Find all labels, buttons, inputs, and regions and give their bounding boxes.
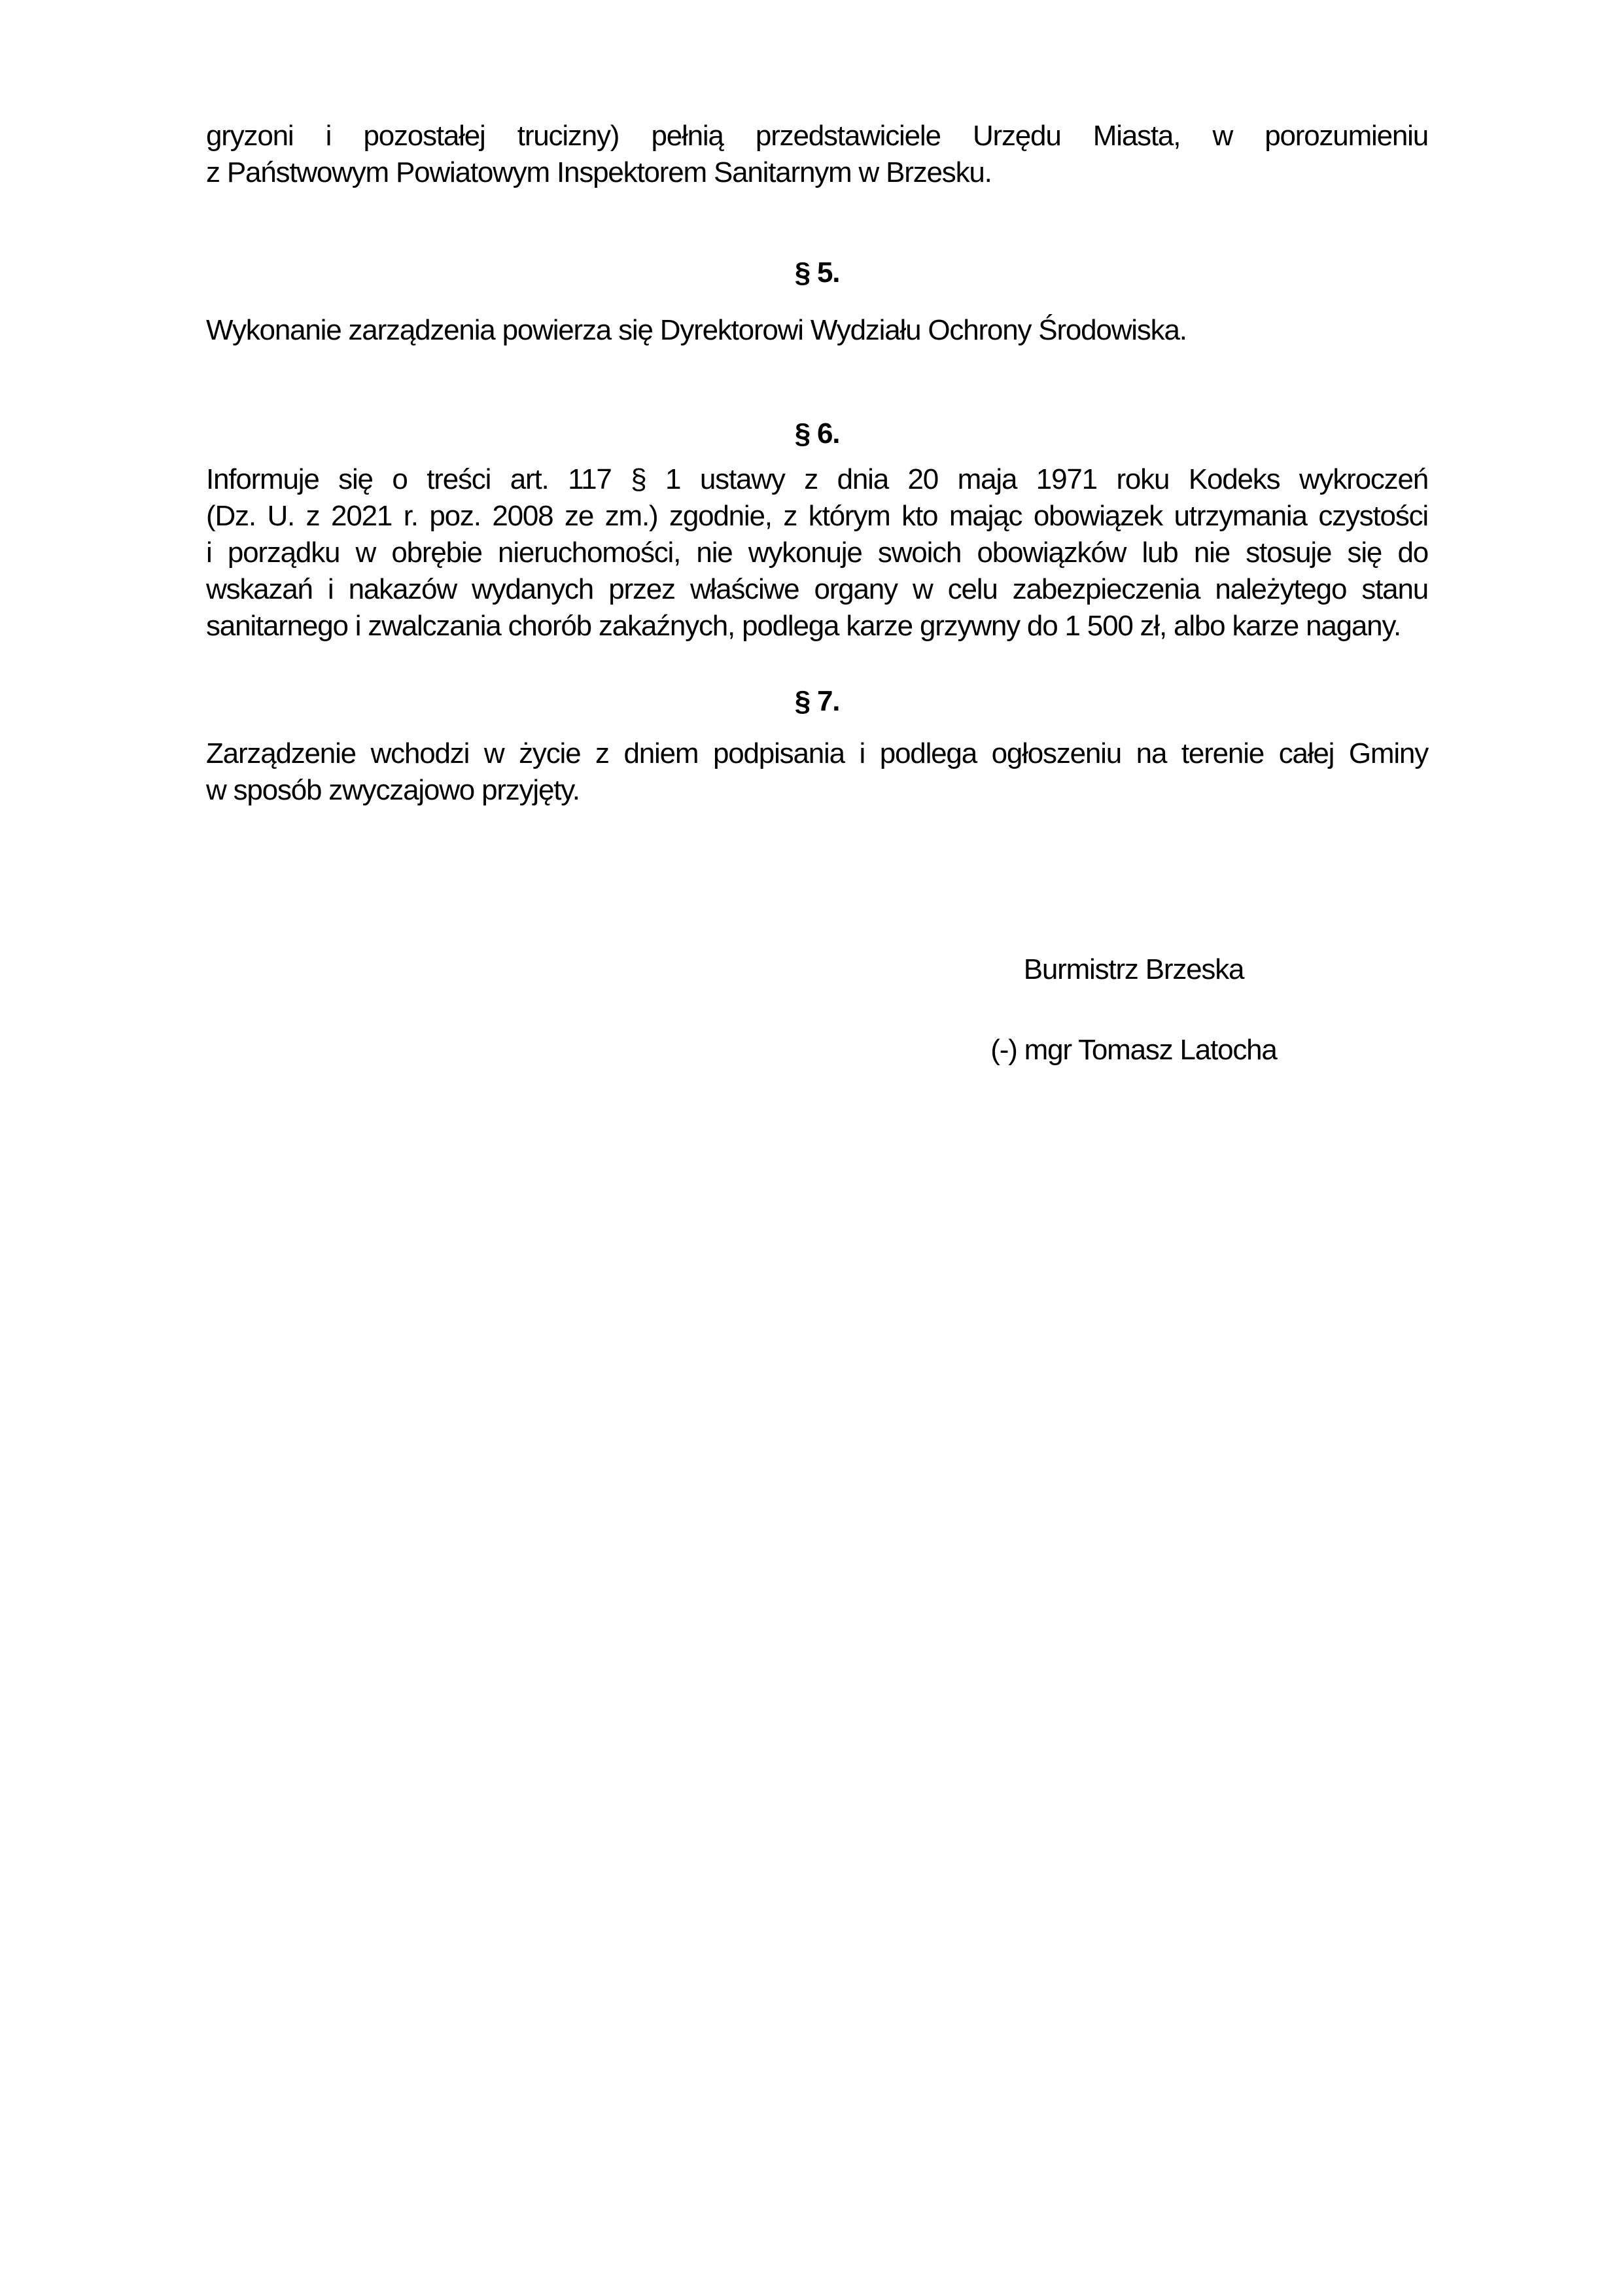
section-5-line-1: Wykonanie zarządzenia powierza się Dyrektorowi Wydziału Ochrony Środowiska. [206,314,1187,346]
section-7-heading: § 7. [794,685,840,717]
section-6-line-2: (Dz. U. z 2021 r. poz. 2008 ze zm.) zgodnie, z którym kto mając obowiązek utrzymania czystości [206,500,1428,532]
signature-block [839,951,1428,1069]
section-6-paragraph [206,461,1428,645]
intro-paragraph [206,118,1428,191]
section-6-line-5: sanitarnego i zwalczania chorób zakaźnych, podlega karze grzywny do 1 500 zł, albo karze nagany. [206,610,1401,642]
section-6-line-3: i porządku w obrębie nieruchomości, nie wykonuje swoich obowiązków lub nie stosuje się do [206,537,1428,569]
section-6-line-1: Informuje się o treści art. 117 § 1 ustawy z dnia 20 maja 1971 roku Kodeks wykroczeń [206,463,1428,495]
section-7-line-2: w sposób zwyczajowo przyjęty. [206,774,580,806]
intro-paragraph-line-2: z Państwowym Powiatowym Inspektorem Sanitarnym w Brzesku. [206,156,992,188]
intro-paragraph-line-1: gryzoni i pozostałej trucizny) pełnią przedstawiciele Urzędu Miasta, w porozumieniu [206,120,1428,152]
section-6-line-4: wskazań i nakazów wydanych przez właściwe organy w celu zabezpieczenia należytego stanu [206,573,1428,605]
signature-title: Burmistrz Brzeska [1023,953,1244,985]
signature-name: (-) mgr Tomasz Latocha [990,1034,1277,1066]
section-5-heading: § 5. [794,256,840,289]
section-7-paragraph [206,735,1428,809]
section-7-line-1: Zarządzenie wchodzi w życie z dniem podpisania i podlega ogłoszeniu na terenie całej Gminy [206,737,1428,769]
section-5-paragraph [206,312,1428,349]
section-6-heading: § 6. [794,417,840,450]
